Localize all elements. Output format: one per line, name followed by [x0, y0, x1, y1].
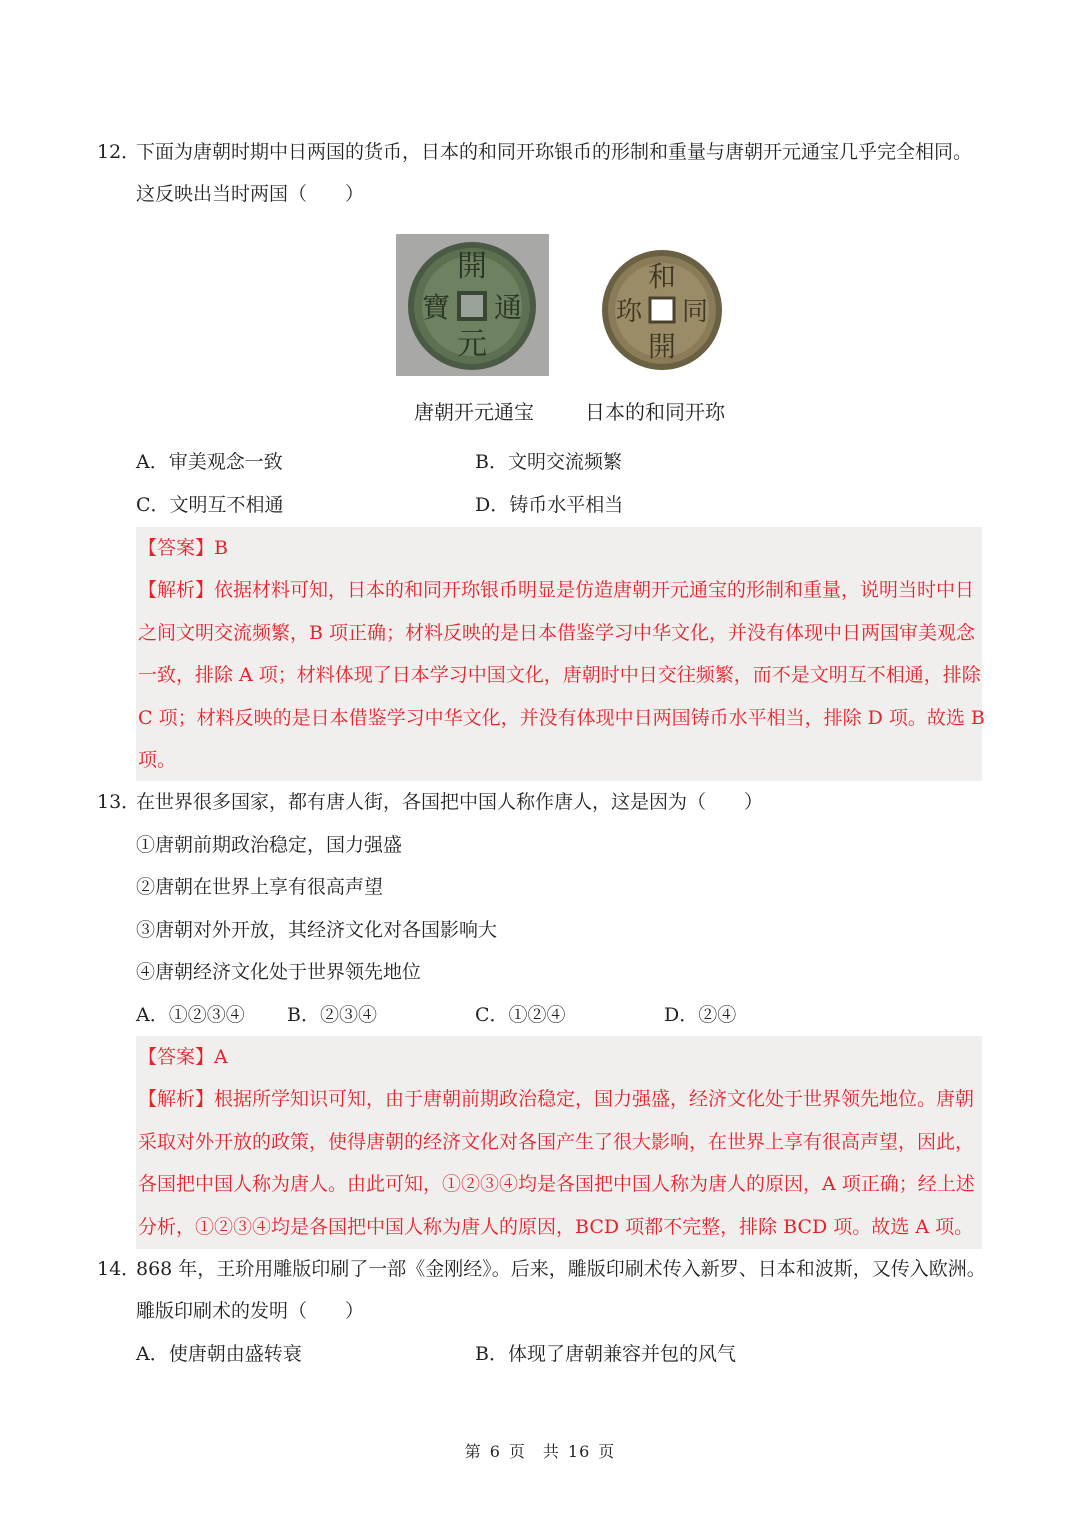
footer-pre: 第 [464, 1442, 482, 1461]
q12-analysis-text: 依据材料可知，日本的和同开珎银币明显是仿造唐朝开元通宝的形制和重量，说明当时中日 [214, 579, 975, 601]
q12-answer-box [136, 527, 985, 781]
q12-analysis-line: C 项；材料反映的是日本借鉴学习中华文化，并没有体现中日两国铸币水平相当，排除 D 项。故选 B [138, 707, 985, 729]
footer-total-pages: 16 [567, 1442, 591, 1461]
page-footer [0, 1437, 1080, 1467]
q12-option-c: C．文明互不相通 [136, 494, 284, 516]
q12-number: 12． [97, 141, 141, 163]
q13-answer-row [138, 1036, 228, 1078]
q14-number: 14． [97, 1258, 141, 1280]
kaiyuan-coin-image [396, 234, 549, 376]
coin1-char-left: 寶 [421, 291, 451, 324]
coin2-char-top: 和 [647, 260, 677, 293]
q12-stem-line1: 下面为唐朝时期中日两国的货币，日本的和同开珎银币的形制和重量与唐朝开元通宝几乎完全相同。 [136, 141, 973, 163]
q13-number: 13． [97, 791, 141, 813]
q12-option-b: B．文明交流频繁 [475, 451, 622, 473]
q14-option-b: B．体现了唐朝兼容并包的风气 [475, 1343, 736, 1365]
q14-option-a: A．使唐朝由盛转衰 [136, 1343, 302, 1365]
q13-option-c: C．①②④ [475, 1004, 566, 1026]
q12-analysis-line: 一致，排除 A 项；材料体现了日本学习中国文化，唐朝时中日交往频繁，而不是文明互不相通，排除 [138, 664, 981, 686]
q12-stem-line2: 这反映出当时两国（ ） [136, 183, 365, 205]
coin2-char-left: 珎 [615, 297, 643, 327]
q13-option-a: A．①②③④ [136, 1004, 245, 1026]
q12-analysis-line: 项。 [138, 749, 177, 771]
footer-mid: 页 共 [508, 1442, 560, 1461]
q13-answer-value: A [214, 1046, 228, 1068]
coin1-char-right: 通 [493, 291, 523, 324]
q14-stem-line2: 雕版印刷术的发明（ ） [136, 1300, 365, 1322]
q12-analysis-line: 之间文明交流频繁，B 项正确；材料反映的是日本借鉴学习中华文化，并没有体现中日两国审美观念 [138, 622, 976, 644]
q13-answer-label: 【答案】 [138, 1046, 215, 1068]
q13-analysis-label: 【解析】 [138, 1088, 215, 1110]
q13-item: ④唐朝经济文化处于世界领先地位 [136, 961, 422, 983]
coin2-caption: 日本的和同开珎 [585, 400, 725, 424]
q13-item: ③唐朝对外开放，其经济文化对各国影响大 [136, 919, 498, 941]
q13-analysis-line: 分析，①②③④均是各国把中国人称为唐人的原因，BCD 项都不完整，排除 BCD 项。故选 A 项。 [138, 1216, 974, 1238]
q13-option-d: D．②④ [664, 1004, 737, 1026]
q13-analysis-line: 采取对外开放的政策，使得唐朝的经济文化对各国产生了很大影响，在世界上享有很高声望，因此， [138, 1131, 975, 1153]
coin1-caption: 唐朝开元通宝 [414, 400, 534, 424]
q12-answer-label: 【答案】 [138, 537, 215, 559]
q13-analysis-text: 根据所学知识可知，由于唐朝前期政治稳定，国力强盛，经济文化处于世界领先地位。唐朝 [214, 1088, 975, 1110]
q12-option-d: D．铸币水平相当 [475, 494, 624, 516]
q13-analysis-line [138, 1078, 974, 1120]
footer-page-number: 6 [489, 1442, 501, 1461]
wadokaichin-coin-image [598, 240, 726, 376]
q12-analysis-line [138, 569, 974, 611]
q12-answer-value: B [214, 537, 228, 559]
q14-stem-line1: 868 年，王玠用雕版印刷了一部《金刚经》。后来，雕版印刷术传入新罗、日本和波斯，又传入欧洲。 [136, 1258, 986, 1280]
coin2-char-right: 同 [681, 297, 709, 327]
footer-post: 页 [598, 1442, 616, 1461]
coin2-char-bottom: 開 [647, 330, 677, 363]
q13-analysis-line: 各国把中国人称为唐人。由此可知，①②③④均是各国把中国人称为唐人的原因，A 项正确；经上述 [138, 1173, 975, 1195]
coin1-char-bottom: 元 [457, 327, 487, 362]
q13-answer-box [136, 1036, 982, 1249]
q13-option-b: B．②③④ [287, 1004, 377, 1026]
q13-item: ②唐朝在世界上享有很高声望 [136, 876, 384, 898]
coin1-char-top: 開 [457, 249, 487, 284]
q13-stem: 在世界很多国家，都有唐人街，各国把中国人称作唐人，这是因为（ ） [136, 791, 764, 813]
q12-answer-row [138, 527, 228, 569]
q12-analysis-label: 【解析】 [138, 579, 215, 601]
q13-item: ①唐朝前期政治稳定，国力强盛 [136, 834, 403, 856]
q12-option-a: A．审美观念一致 [136, 451, 283, 473]
